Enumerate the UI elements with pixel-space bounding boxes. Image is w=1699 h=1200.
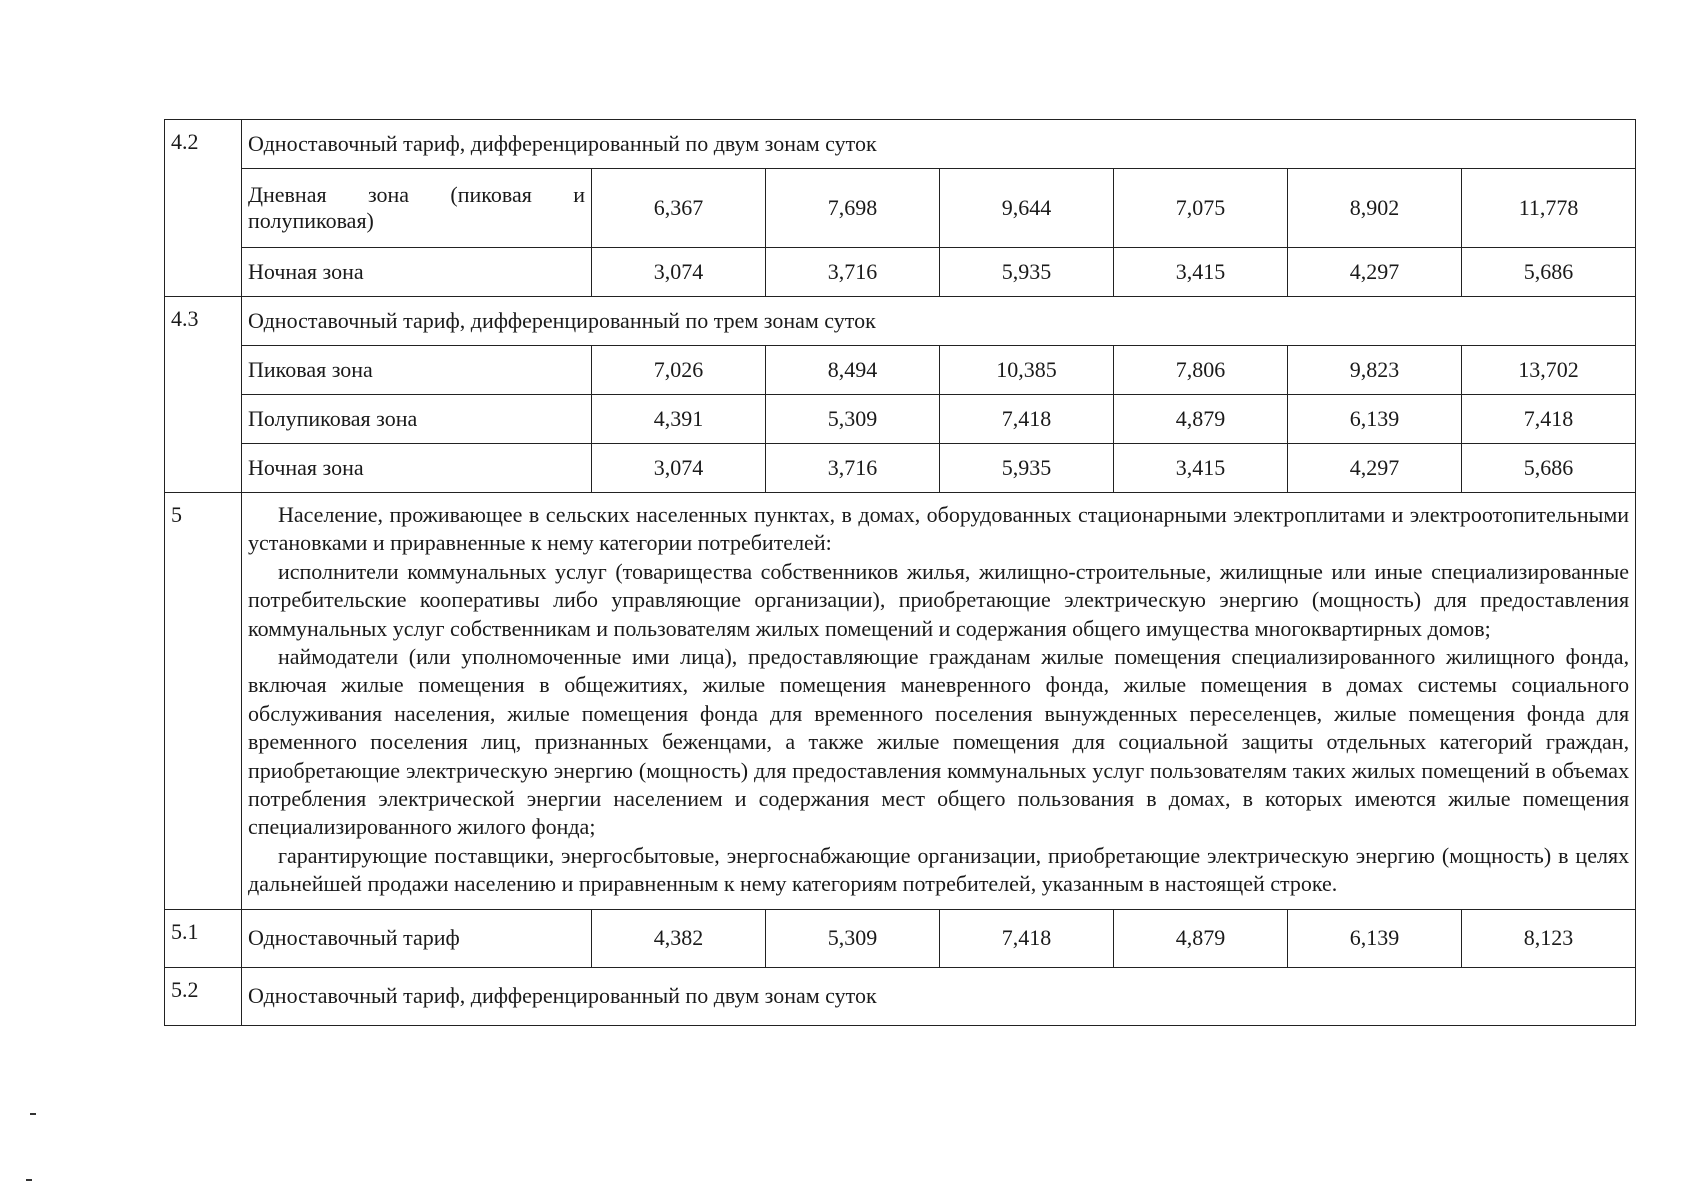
row-code-4-2: 4.2 [165, 120, 242, 297]
table-cell: 7,026 [592, 346, 766, 395]
table-cell: 5,686 [1462, 444, 1636, 493]
table-row-5-1 [165, 909, 1636, 967]
table-row-5-description [165, 493, 1636, 910]
table-cell: 4,297 [1288, 248, 1462, 297]
table-cell: 7,698 [766, 169, 940, 248]
row-code-5: 5 [165, 493, 242, 910]
semipeak-zone-label: Полупиковая зона [242, 395, 592, 444]
table-cell: 3,074 [592, 444, 766, 493]
table-cell: 3,415 [1114, 248, 1288, 297]
table-cell: 5,935 [940, 248, 1114, 297]
table-cell: 6,139 [1288, 395, 1462, 444]
table-row-night-zone [165, 444, 1636, 493]
table-cell: 5,309 [766, 395, 940, 444]
table-cell: 7,418 [940, 395, 1114, 444]
table-cell: 5,309 [766, 909, 940, 967]
table-cell: 6,367 [592, 169, 766, 248]
table-row-peak-zone [165, 346, 1636, 395]
description-paragraph: исполнители коммунальных услуг (товарищества собственников жилья, жилищно-строительные, жилищные или иные специализированные потребительские кооперативы либо управляющие организации), приобретающие электрическую энергию (мощность) для предоставления коммунальных услуг собственникам и пользователям жилых помещений и содержания общего имущества многоквартирных домов; [248, 558, 1630, 641]
table-cell: 5,935 [940, 444, 1114, 493]
table-cell: 4,391 [592, 395, 766, 444]
table-cell: 8,494 [766, 346, 940, 395]
table-row-5-2 [165, 967, 1636, 1025]
row-title-5-2: Одноставочный тариф, дифференцированный по двум зонам суток [242, 967, 1636, 1025]
table-cell: 13,702 [1462, 346, 1636, 395]
day-zone-label: Дневная зона (пиковая и полупиковая) [242, 169, 592, 248]
row-code-4-3: 4.3 [165, 297, 242, 493]
description-paragraph: Население, проживающее в сельских населенных пунктах, в домах, оборудованных стационарными электроплитами и электроотопительными установками и приравненные к нему категории потребителей: [248, 502, 1630, 556]
table-cell: 6,139 [1288, 909, 1462, 967]
table-cell: 11,778 [1462, 169, 1636, 248]
row-code-5-1: 5.1 [165, 909, 242, 967]
table-row-4-2-title [165, 120, 1636, 169]
night-zone-label: Ночная зона [242, 444, 592, 493]
row-title-4-2: Одноставочный тариф, дифференцированный по двум зонам суток [242, 120, 1636, 169]
description-paragraph: наймодатели (или уполномоченные ими лица), предоставляющие гражданам жилые помещения специализированного жилищного фонда, включая жилые помещения в общежитиях, жилые помещения маневренного фонда, жилые помещения в домах системы социального обслуживания населения, жилые помещения фонда для временного поселения вынужденных переселенцев, жилые помещения фонда для временного поселения лиц, признанных беженцами, а также жилые помещения для социальной защиты отдельных категорий граждан, приобретающие электрическую энергию (мощность) для предоставления коммунальных услуг пользователям таких жилых помещений в объемах потребления электрической энергии населением и содержания мест общего пользования в домах, в которых имеются жилые помещения специализированного жилого фонда; [248, 644, 1630, 840]
table-cell: 7,418 [940, 909, 1114, 967]
row-title-4-3: Одноставочный тариф, дифференцированный по трем зонам суток [242, 297, 1636, 346]
table-cell: 8,123 [1462, 909, 1636, 967]
table-cell: 7,075 [1114, 169, 1288, 248]
table-cell: 7,418 [1462, 395, 1636, 444]
single-rate-label: Одноставочный тариф [242, 909, 592, 967]
description-paragraph: гарантирующие поставщики, энергосбытовые, энергоснабжающие организации, приобретающие электрическую энергию (мощность) в целях дальнейшей продажи населению и приравненным к нему категориям потребителей, указанным в настоящей строке. [248, 842, 1630, 897]
table-row-4-3-title [165, 297, 1636, 346]
table-cell: 3,415 [1114, 444, 1288, 493]
table-cell: 9,823 [1288, 346, 1462, 395]
table-cell: 3,716 [766, 248, 940, 297]
tariff-table [164, 119, 1636, 1026]
row-code-5-2: 5.2 [165, 967, 242, 1025]
table-cell: 4,879 [1114, 909, 1288, 967]
table-cell: 7,806 [1114, 346, 1288, 395]
table-cell: 4,382 [592, 909, 766, 967]
scan-artifact [26, 1179, 32, 1181]
table-row-semipeak-zone [165, 395, 1636, 444]
table-row-night-zone [165, 248, 1636, 297]
consumer-category-description [242, 493, 1636, 910]
table-cell: 3,074 [592, 248, 766, 297]
table-cell: 5,686 [1462, 248, 1636, 297]
night-zone-label: Ночная зона [242, 248, 592, 297]
table-cell: 10,385 [940, 346, 1114, 395]
table-cell: 4,297 [1288, 444, 1462, 493]
table-cell: 8,902 [1288, 169, 1462, 248]
peak-zone-label: Пиковая зона [242, 346, 592, 395]
table-cell: 4,879 [1114, 395, 1288, 444]
table-cell: 9,644 [940, 169, 1114, 248]
table-row-day-zone [165, 169, 1636, 248]
scan-artifact [30, 1113, 36, 1115]
table-cell: 3,716 [766, 444, 940, 493]
